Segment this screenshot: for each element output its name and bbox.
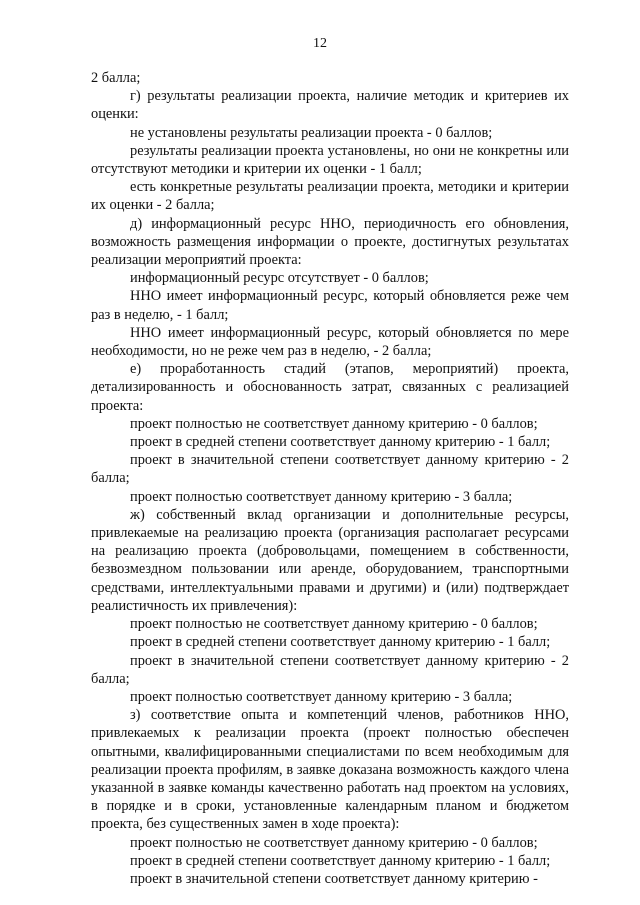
paragraph: проект в значительной степени соответствует данному критерию - — [130, 870, 538, 887]
paragraph: ННО имеет информационный ресурс, который обновляется реже чем раз в неделю, - 1 балл; — [91, 288, 569, 323]
paragraph: информационный ресурс отсутствует - 0 баллов; — [130, 270, 429, 287]
paragraph: д) информационный ресурс ННО, периодичность его обновления, возможность размещения информации о проекте, достигнутых результатах реализации мероприятий проекта: — [91, 215, 569, 269]
document-body — [91, 69, 569, 888]
paragraph: проект полностью не соответствует данному критерию - 0 баллов; — [130, 616, 538, 633]
paragraph: проект полностью не соответствует данному критерию - 0 баллов; — [130, 834, 538, 851]
paragraph: проект в значительной степени соответствует данному критерию - 2 балла; — [91, 452, 569, 487]
paragraph: проект полностью соответствует данному критерию - 3 балла; — [130, 488, 513, 505]
paragraph: есть конкретные результаты реализации проекта, методики и критерии их оценки - 2 балла; — [91, 179, 569, 214]
paragraph: ННО имеет информационный ресурс, который обновляется по мере необходимости, но не реже чем раз в неделю, - 2 балла; — [91, 324, 569, 360]
paragraph: не установлены результаты реализации проекта - 0 баллов; — [130, 124, 493, 141]
paragraph: проект в средней степени соответствует данному критерию - 1 балл; — [130, 434, 551, 451]
paragraph: ж) собственный вклад организации и дополнительные ресурсы, привлекаемые на реализацию проекта (организация располагает ресурсами на реализацию проекта (добровольцами, помещением в собственности, безвозмездном пользовании или аренде, оборудованием, транспортными средствами, интеллектуальными правами и другими) и (или) подтверждает реалистичность их привлечения): — [91, 506, 569, 614]
paragraph: проект в значительной степени соответствует данному критерию - 2 балла; — [91, 652, 569, 687]
paragraph: г) результаты реализации проекта, наличие методик и критериев их оценки: — [91, 88, 569, 123]
paragraph: проект полностью соответствует данному критерию - 3 балла; — [130, 688, 513, 705]
paragraph: результаты реализации проекта установлены, но они не конкретны или отсутствуют методики и критерии их оценки - 1 балл; — [91, 142, 569, 178]
page-number: 12 — [313, 36, 327, 51]
paragraph: 2 балла; — [91, 70, 141, 86]
paragraph: проект полностью не соответствует данному критерию - 0 баллов; — [130, 415, 538, 432]
paragraph: проект в средней степени соответствует данному критерию - 1 балл; — [130, 852, 551, 869]
paragraph: з) соответствие опыта и компетенций членов, работников ННО, привлекаемых к реализации проекта (проект полностью обеспечен опытными, квалифицированными специалистами по всем необходимым для реализации проекта профилям, в заявке доказана возможность каждого члена указанной в заявке команды качественно работать над проектом на условиях, в порядке и в сроки, установленные календарным планом и бюджетом проекта, без существенных замен в ходе проекта): — [91, 707, 569, 833]
paragraph: е) проработанность стадий (этапов, мероприятий) проекта, детализированность и обоснованность затрат, связанных с реализацией проекта: — [91, 361, 569, 414]
paragraph: проект в средней степени соответствует данному критерию - 1 балл; — [130, 634, 551, 651]
